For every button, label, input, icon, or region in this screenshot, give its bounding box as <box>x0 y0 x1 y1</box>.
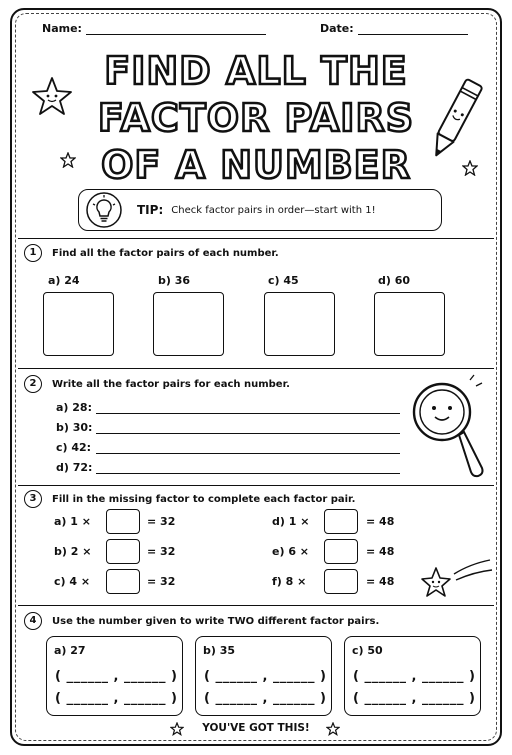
date-line <box>358 23 468 35</box>
small-star-icon <box>60 152 76 168</box>
missing-factor-box-a[interactable] <box>106 509 140 534</box>
pair-blank[interactable]: ( ______ , ______ ) <box>204 669 327 684</box>
s3-result: = 32 <box>147 515 176 528</box>
answer-line-28[interactable] <box>96 413 400 414</box>
encouragement-text: YOU'VE GOT THIS! <box>202 722 310 734</box>
answer-box-b[interactable] <box>153 292 224 356</box>
magnifying-glass-icon <box>406 374 496 482</box>
pair-card-b <box>195 636 332 716</box>
s1-item-label: d) 60 <box>378 274 411 287</box>
date-field <box>320 22 468 35</box>
question-number-1: 1 <box>24 244 42 262</box>
name-label: Name: <box>42 22 82 35</box>
card-label: a) 27 <box>54 644 86 657</box>
tip-label: TIP: <box>137 203 164 217</box>
s1-item-label: c) 45 <box>268 274 299 287</box>
s2-row-label: a) 28: <box>56 401 92 414</box>
smiling-star-icon <box>30 76 74 116</box>
question-1-instruction: Find all the factor pairs of each number. <box>52 248 279 259</box>
missing-factor-box-d[interactable] <box>324 509 358 534</box>
pair-blank[interactable]: ( ______ , ______ ) <box>204 691 327 706</box>
name-line <box>86 23 266 35</box>
s2-row-label: b) 30: <box>56 421 93 434</box>
s1-item-label: a) 24 <box>48 274 80 287</box>
card-label: c) 50 <box>352 644 383 657</box>
name-field <box>42 22 266 35</box>
title-line-2: FACTOR PAIRS <box>97 96 415 140</box>
title-line-3: OF A NUMBER <box>101 143 411 187</box>
s2-row-label: d) 72: <box>56 461 93 474</box>
section-divider <box>18 485 494 486</box>
section-divider <box>18 605 494 606</box>
missing-factor-box-b[interactable] <box>106 539 140 564</box>
answer-box-d[interactable] <box>374 292 445 356</box>
answer-line-30[interactable] <box>96 433 400 434</box>
s3-prefix: f) 8 × <box>272 575 307 588</box>
question-3-instruction: Fill in the missing factor to complete each factor pair. <box>52 494 356 505</box>
question-number-3: 3 <box>24 490 42 508</box>
tip-box <box>78 189 442 231</box>
s1-item-label: b) 36 <box>158 274 191 287</box>
question-4-instruction: Use the number given to write TWO different factor pairs. <box>52 616 380 627</box>
question-number-2: 2 <box>24 375 42 393</box>
s3-prefix: a) 1 × <box>54 515 91 528</box>
missing-factor-box-e[interactable] <box>324 539 358 564</box>
section-divider <box>18 368 494 369</box>
s2-row-label: c) 42: <box>56 441 92 454</box>
pair-blank[interactable]: ( ______ , ______ ) <box>353 691 476 706</box>
s3-prefix: d) 1 × <box>272 515 310 528</box>
question-number-4: 4 <box>24 612 42 630</box>
s3-prefix: b) 2 × <box>54 545 92 558</box>
pair-card-a <box>46 636 183 716</box>
s3-result: = 48 <box>366 515 395 528</box>
answer-box-a[interactable] <box>43 292 114 356</box>
question-2-instruction: Write all the factor pairs for each number. <box>52 379 290 390</box>
title-line-1: FIND ALL THE <box>104 49 408 93</box>
lightbulb-icon <box>85 191 123 229</box>
s3-result: = 32 <box>147 545 176 558</box>
answer-box-c[interactable] <box>264 292 335 356</box>
pair-blank[interactable]: ( ______ , ______ ) <box>353 669 476 684</box>
pencil-icon <box>424 70 486 170</box>
shooting-star-icon <box>418 556 494 606</box>
s3-prefix: e) 6 × <box>272 545 310 558</box>
pair-card-c <box>344 636 481 716</box>
section-divider <box>18 238 494 239</box>
tip-text: Check factor pairs in order—start with 1! <box>171 204 376 216</box>
pair-blank[interactable]: ( ______ , ______ ) <box>55 669 178 684</box>
missing-factor-box-f[interactable] <box>324 569 358 594</box>
answer-line-72[interactable] <box>96 473 400 474</box>
pair-blank[interactable]: ( ______ , ______ ) <box>55 691 178 706</box>
date-label: Date: <box>320 22 354 35</box>
missing-factor-box-c[interactable] <box>106 569 140 594</box>
s3-prefix: c) 4 × <box>54 575 91 588</box>
small-star-icon <box>326 722 340 736</box>
s3-result: = 32 <box>147 575 176 588</box>
answer-line-42[interactable] <box>96 453 400 454</box>
card-label: b) 35 <box>203 644 236 657</box>
s3-result: = 48 <box>366 575 395 588</box>
s3-result: = 48 <box>366 545 395 558</box>
